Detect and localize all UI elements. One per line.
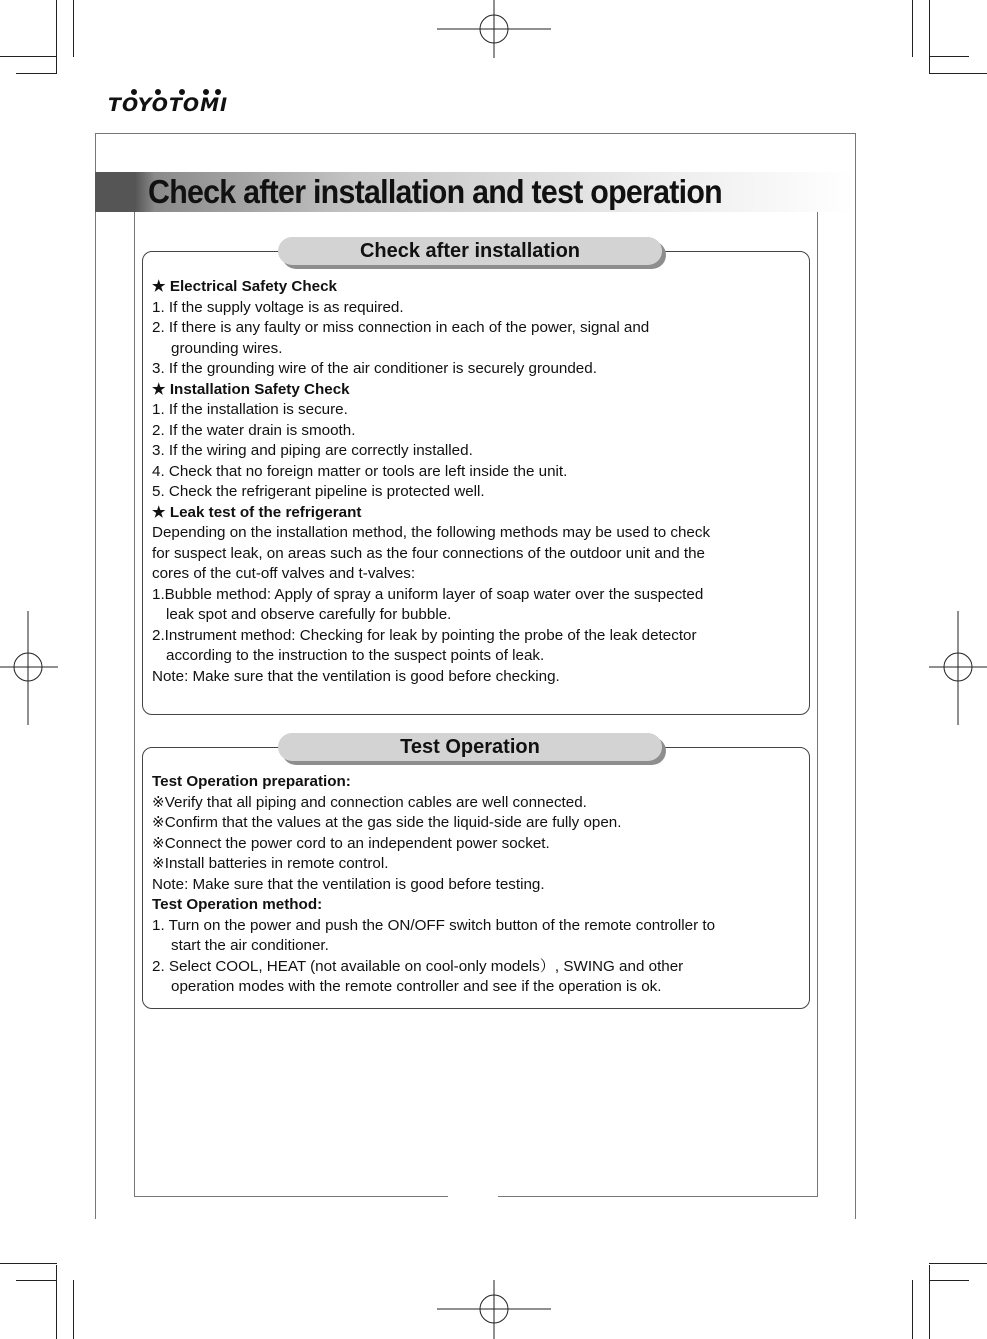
- list-item: ※Connect the power cord to an independent power socket.: [152, 834, 550, 852]
- paragraph-line: for suspect leak, on areas such as the four connections of the outdoor unit and the: [152, 544, 706, 562]
- list-item: 2. If there is any faulty or miss connection in each of the power, signal and: [152, 319, 650, 336]
- list-item: ※Confirm that the values at the gas side the liquid-side are fully open.: [152, 814, 622, 831]
- heading-electrical-safety: ★ Electrical Safety Check: [152, 278, 337, 295]
- heading-test-preparation: Test Operation preparation:: [152, 773, 351, 790]
- brand-logo: TOYOTOMI: [108, 94, 229, 116]
- heading-leak-test: ★ Leak test of the refrigerant: [152, 503, 362, 521]
- list-item-continuation: leak spot and observe carefully for bubble.: [166, 606, 452, 623]
- list-item: 5. Check the refrigerant pipeline is protected well.: [152, 483, 485, 500]
- registration-mark-top: [437, 0, 551, 60]
- note-line: Note: Make sure that the ventilation is good before checking.: [152, 667, 560, 685]
- page-title: Check after installation and test operation: [148, 173, 722, 210]
- list-item: 2. If the water drain is smooth.: [152, 421, 356, 439]
- list-item: ※Verify that all piping and connection cables are well connected.: [152, 793, 587, 811]
- list-item: ※Install batteries in remote control.: [152, 855, 389, 872]
- list-item-continuation: operation modes with the remote controller and see if the operation is ok.: [171, 978, 662, 995]
- list-item-continuation: start the air conditioner.: [171, 937, 329, 954]
- test-list: [152, 772, 715, 998]
- heading-installation-safety: ★ Installation Safety Check: [152, 380, 350, 398]
- registration-mark-left: [0, 611, 58, 725]
- list-item: 3. If the wiring and piping are correctly installed.: [152, 442, 473, 459]
- frame-gap: [448, 1193, 498, 1199]
- list-item: 1. If the installation is secure.: [152, 401, 348, 418]
- list-item: 3. If the grounding wire of the air conditioner is securely grounded.: [152, 360, 597, 377]
- paragraph-line: Depending on the installation method, the following methods may be used to check: [152, 524, 711, 541]
- list-item: 1.Bubble method: Apply of spray a uniform layer of soap water over the suspected: [152, 585, 704, 603]
- list-item: 2. Select COOL, HEAT (not available on cool-only models）, SWING and other: [152, 957, 684, 975]
- list-item-continuation: according to the instruction to the suspect points of leak.: [166, 647, 545, 664]
- heading-test-method: Test Operation method:: [152, 896, 323, 913]
- check-list: [152, 277, 710, 687]
- list-item-continuation: grounding wires.: [171, 339, 283, 357]
- section-heading-test: Test Operation: [278, 733, 662, 761]
- note-line: Note: Make sure that the ventilation is good before testing.: [152, 875, 545, 893]
- paragraph-line: cores of the cut-off valves and t-valves:: [152, 565, 416, 582]
- registration-mark-right: [929, 611, 987, 725]
- section-heading-check: Check after installation: [278, 237, 662, 265]
- list-item: 4. Check that no foreign matter or tools are left inside the unit.: [152, 462, 568, 480]
- list-item: 1. If the supply voltage is as required.: [152, 298, 404, 316]
- registration-mark-bottom: [437, 1280, 551, 1339]
- list-item: 1. Turn on the power and push the ON/OFF switch button of the remote controller to: [152, 916, 716, 934]
- list-item: 2.Instrument method: Checking for leak by pointing the probe of the leak detector: [152, 626, 697, 644]
